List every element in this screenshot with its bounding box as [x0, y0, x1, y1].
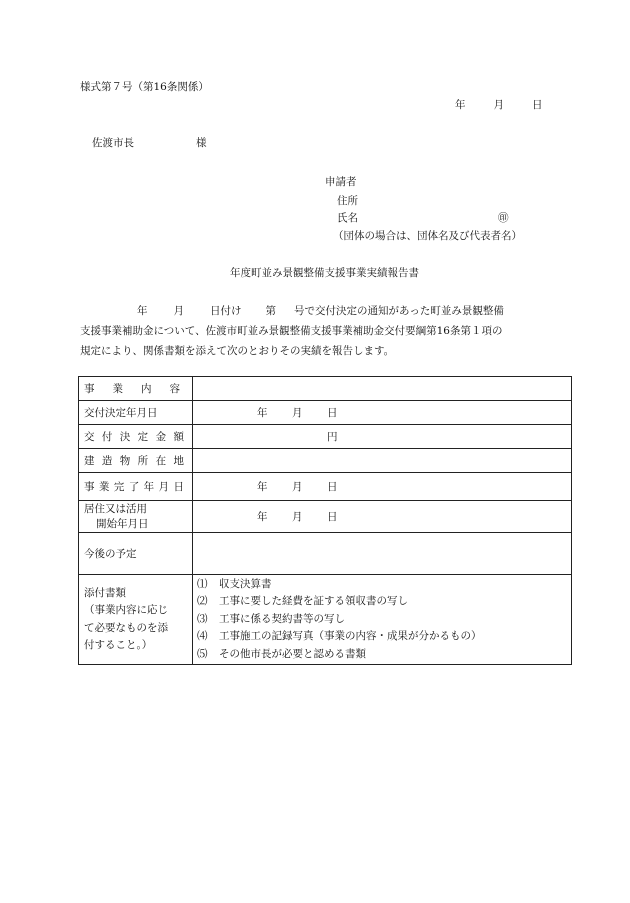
- table-row: [79, 473, 572, 501]
- addressee-honorific: 様: [196, 137, 207, 149]
- applicant-name-label: 氏名: [337, 212, 358, 224]
- table-row: [79, 575, 572, 665]
- list-item: ⑴ 収支決算書: [197, 577, 272, 590]
- date-year-label: 年: [455, 99, 466, 111]
- row-label-future-plan: 今後の予定: [79, 533, 193, 575]
- spread-label: 建 造 物 所 在 地: [84, 455, 184, 467]
- value-future-plan[interactable]: [193, 533, 572, 575]
- row-label-completion-date: [79, 473, 193, 501]
- table-row: [79, 377, 572, 401]
- row-label-grant-decision-date: 交付決定年月日: [79, 401, 193, 425]
- value-completion-date[interactable]: 年 月 日: [193, 473, 572, 501]
- report-table: [78, 376, 572, 665]
- document-title: 年度町並み景観整備支援事業実績報告書: [230, 267, 419, 279]
- body-line-3: 規定により、関係書類を添えて次のとおりその実績を報告します。: [80, 345, 395, 357]
- row-label-business-content: [79, 377, 193, 401]
- row-label-grant-amount: [79, 425, 193, 449]
- attachments-list: [193, 575, 572, 665]
- list-item: ⑸ その他市長が必要と認める書類: [197, 647, 366, 660]
- list-item: ⑵ 工事に要した経費を証する領収書の写し: [197, 595, 408, 608]
- table-row: [79, 533, 572, 575]
- value-business-content[interactable]: [193, 377, 572, 401]
- table-row: [79, 401, 572, 425]
- row-label-building-location: [79, 449, 193, 473]
- date-day-label: 日: [532, 99, 543, 111]
- form-number: 様式第７号（第16条関係）: [80, 81, 209, 93]
- report-body-paragraph: [80, 301, 570, 361]
- value-occupancy-start-date[interactable]: 年 月 日: [193, 501, 572, 533]
- applicant-address-label: 住所: [337, 195, 358, 207]
- table-row: [79, 449, 572, 473]
- value-building-location[interactable]: [193, 449, 572, 473]
- body-line-2: 支援事業補助金について、佐渡市町並み景観整備支援事業補助金交付要綱第16条第１項の: [80, 325, 503, 337]
- row-label-occupancy-start-date: 居住又は活用 開始年月日: [79, 501, 193, 533]
- row-label-attachments: 添付書類 （事業内容に応じ て必要なものを添 付すること。）: [79, 575, 193, 665]
- body-line-1: 年 月 日付け 第 号で交付決定の通知があった町並み景観整備: [137, 305, 504, 317]
- seal-mark: ㊞: [498, 212, 509, 224]
- addressee-name: 佐渡市長: [92, 137, 134, 149]
- applicant-group-note: （団体の場合は、団体名及び代表者名）: [333, 230, 522, 242]
- value-grant-amount[interactable]: 円: [193, 425, 572, 449]
- date-month-label: 月: [493, 99, 504, 111]
- value-grant-decision-date[interactable]: 年 月 日: [193, 401, 572, 425]
- spread-label: 事 業 内 容: [84, 383, 180, 395]
- table-row: [79, 425, 572, 449]
- list-item: ⑷ 工事施工の記録写真（事業の内容・成果が分かるもの）: [197, 630, 482, 643]
- table-row: [79, 501, 572, 533]
- list-item: ⑶ 工事に係る契約書等の写し: [197, 612, 345, 625]
- header-date: [455, 100, 543, 111]
- spread-label: 事 業 完 了 年 月 日: [84, 481, 184, 493]
- spread-label: 交 付 決 定 金 額: [84, 431, 184, 443]
- applicant-heading: 申請者: [325, 176, 357, 188]
